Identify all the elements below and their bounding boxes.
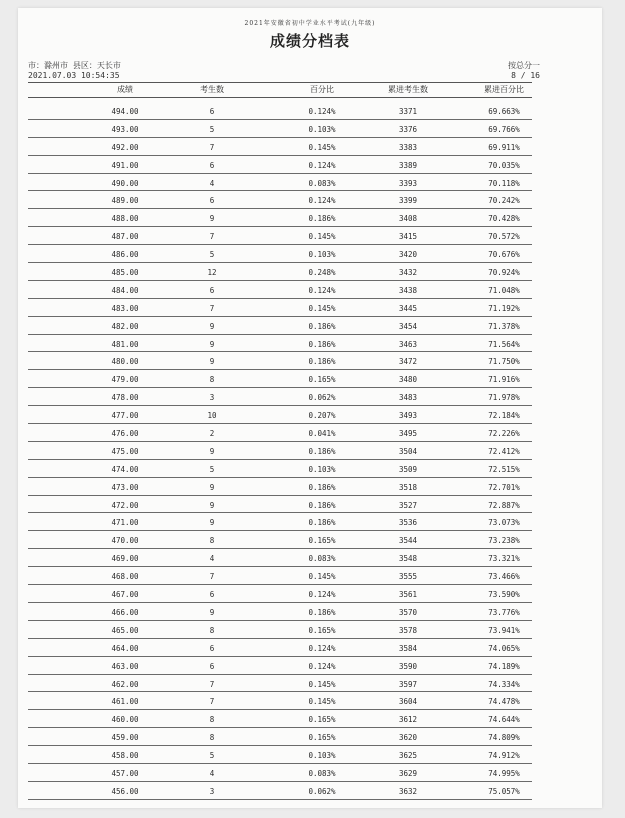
cell-score: 463.00 [111, 661, 139, 671]
cell-count: 8 [209, 625, 215, 635]
cell-cumulative-percent: 73.776% [488, 607, 520, 617]
sort-label: 按总分一 [508, 61, 540, 70]
cell-count: 4 [209, 178, 215, 188]
page-title: 成绩分档表 [269, 32, 350, 50]
cell-cumulative-count: 3472 [398, 357, 418, 367]
table-row [28, 531, 532, 549]
cell-cumulative-count: 3561 [398, 590, 418, 600]
cell-score: 461.00 [111, 697, 139, 707]
cell-percent: 0.145% [308, 572, 336, 582]
table-row [28, 335, 532, 353]
table-row [28, 710, 532, 728]
cell-count: 9 [209, 518, 215, 528]
cell-count: 9 [209, 607, 215, 617]
cell-count: 8 [209, 733, 215, 743]
header-percent: 百分比 [310, 85, 334, 94]
cell-cumulative-count: 3408 [398, 214, 418, 224]
cell-cumulative-count: 3555 [398, 572, 418, 582]
page-number: 8 / 16 [511, 71, 540, 80]
cell-count: 6 [209, 285, 215, 295]
table-row [28, 299, 532, 317]
cell-cumulative-percent: 72.887% [488, 500, 520, 510]
cell-cumulative-percent: 71.978% [488, 393, 520, 403]
cell-score: 492.00 [111, 142, 139, 152]
cell-cumulative-count: 3463 [398, 339, 418, 349]
table-row [28, 352, 532, 370]
cell-cumulative-count: 3483 [398, 393, 418, 403]
cell-cumulative-percent: 70.428% [488, 214, 520, 224]
cell-count: 6 [209, 643, 215, 653]
cell-cumulative-count: 3548 [398, 554, 418, 564]
cell-cumulative-percent: 71.564% [488, 339, 520, 349]
cell-cumulative-percent: 70.118% [488, 178, 520, 188]
cell-cumulative-count: 3438 [398, 285, 418, 295]
cell-percent: 0.207% [308, 411, 336, 421]
cell-cumulative-count: 3454 [398, 321, 418, 331]
cell-cumulative-percent: 70.242% [488, 196, 520, 206]
cell-cumulative-percent: 73.073% [488, 518, 520, 528]
table-row [28, 549, 532, 567]
cell-score: 490.00 [111, 178, 139, 188]
cell-percent: 0.165% [308, 375, 336, 385]
table-row [28, 317, 532, 335]
cell-cumulative-count: 3570 [398, 607, 418, 617]
cell-cumulative-count: 3399 [398, 196, 418, 206]
cell-cumulative-count: 3527 [398, 500, 418, 510]
cell-cumulative-count: 3597 [398, 679, 418, 689]
cell-percent: 0.124% [308, 196, 336, 206]
cell-percent: 0.145% [308, 697, 336, 707]
cell-cumulative-count: 3495 [398, 429, 418, 439]
header-cumulative-count: 累进考生数 [388, 85, 428, 94]
cell-count: 7 [209, 572, 215, 582]
cell-score: 470.00 [111, 536, 139, 546]
cell-score: 462.00 [111, 679, 139, 689]
cell-percent: 0.124% [308, 590, 336, 600]
table-row [28, 263, 532, 281]
cell-percent: 0.145% [308, 679, 336, 689]
cell-score: 474.00 [111, 464, 139, 474]
cell-cumulative-percent: 73.590% [488, 590, 520, 600]
cell-score: 487.00 [111, 232, 139, 242]
cell-percent: 0.186% [308, 339, 336, 349]
table-row [28, 585, 532, 603]
table-row [28, 567, 532, 585]
cell-count: 4 [209, 768, 215, 778]
table-row [28, 424, 532, 442]
region-label: 市：滁州市 县区：天长市 [28, 61, 121, 70]
cell-cumulative-count: 3612 [398, 715, 418, 725]
cell-score: 486.00 [111, 250, 139, 260]
timestamp: 2021.07.03 10:54:35 [28, 71, 120, 80]
cell-cumulative-count: 3629 [398, 768, 418, 778]
cell-cumulative-count: 3578 [398, 625, 418, 635]
cell-count: 6 [209, 196, 215, 206]
cell-percent: 0.186% [308, 607, 336, 617]
cell-cumulative-percent: 72.412% [488, 446, 520, 456]
cell-percent: 0.248% [308, 268, 336, 278]
cell-score: 467.00 [111, 590, 139, 600]
cell-cumulative-count: 3509 [398, 464, 418, 474]
cell-score: 484.00 [111, 285, 139, 295]
cell-cumulative-percent: 69.766% [488, 124, 520, 134]
cell-count: 8 [209, 715, 215, 725]
cell-cumulative-percent: 71.750% [488, 357, 520, 367]
table-row [28, 478, 532, 496]
cell-cumulative-count: 3504 [398, 446, 418, 456]
cell-percent: 0.103% [308, 124, 336, 134]
cell-count: 7 [209, 232, 215, 242]
cell-percent: 0.103% [308, 751, 336, 761]
cell-cumulative-percent: 71.916% [488, 375, 520, 385]
cell-cumulative-count: 3584 [398, 643, 418, 653]
table-row [28, 675, 532, 693]
header-score: 成绩 [117, 85, 133, 94]
cell-count: 8 [209, 536, 215, 546]
cell-percent: 0.165% [308, 733, 336, 743]
cell-score: 471.00 [111, 518, 139, 528]
cell-cumulative-count: 3493 [398, 411, 418, 421]
cell-cumulative-percent: 72.226% [488, 429, 520, 439]
cell-percent: 0.124% [308, 107, 336, 116]
header-count: 考生数 [200, 85, 224, 94]
table-row [28, 621, 532, 639]
table-row [28, 657, 532, 675]
cell-percent: 0.145% [308, 142, 336, 152]
cell-count: 3 [209, 786, 215, 796]
cell-count: 6 [209, 661, 215, 671]
cell-percent: 0.083% [308, 554, 336, 564]
cell-count: 3 [209, 393, 215, 403]
cell-percent: 0.124% [308, 661, 336, 671]
cell-cumulative-percent: 74.809% [488, 733, 520, 743]
cell-cumulative-count: 3625 [398, 751, 418, 761]
cell-cumulative-count: 3376 [398, 124, 418, 134]
cell-count: 9 [209, 321, 215, 331]
table-row [28, 281, 532, 299]
meta-right [508, 61, 540, 81]
cell-count: 9 [209, 446, 215, 456]
cell-cumulative-percent: 73.941% [488, 625, 520, 635]
cell-score: 456.00 [111, 786, 139, 796]
header-top-line [28, 82, 532, 83]
table-row [28, 764, 532, 782]
header-cumulative-percent: 累进百分比 [484, 85, 524, 94]
cell-cumulative-percent: 70.676% [488, 250, 520, 260]
cell-percent: 0.124% [308, 285, 336, 295]
cell-percent: 0.165% [308, 536, 336, 546]
cell-count: 5 [209, 124, 215, 134]
cell-score: 480.00 [111, 357, 139, 367]
cell-percent: 0.103% [308, 250, 336, 260]
cell-percent: 0.186% [308, 500, 336, 510]
cell-cumulative-count: 3432 [398, 268, 418, 278]
cell-cumulative-count: 3393 [398, 178, 418, 188]
cell-count: 6 [209, 107, 215, 116]
cell-score: 469.00 [111, 554, 139, 564]
cell-count: 9 [209, 339, 215, 349]
cell-percent: 0.186% [308, 321, 336, 331]
cell-percent: 0.083% [308, 178, 336, 188]
table-row [28, 728, 532, 746]
cell-percent: 0.124% [308, 160, 336, 170]
cell-score: 479.00 [111, 375, 139, 385]
cell-score: 478.00 [111, 393, 139, 403]
cell-percent: 0.145% [308, 232, 336, 242]
cell-score: 472.00 [111, 500, 139, 510]
table-row [28, 406, 532, 424]
cell-count: 8 [209, 375, 215, 385]
cell-cumulative-percent: 71.192% [488, 303, 520, 313]
cell-count: 9 [209, 357, 215, 367]
cell-score: 481.00 [111, 339, 139, 349]
cell-count: 5 [209, 751, 215, 761]
cell-cumulative-percent: 74.065% [488, 643, 520, 653]
cell-count: 2 [209, 429, 215, 439]
table-row [28, 603, 532, 621]
table-row [28, 156, 532, 174]
cell-count: 10 [207, 411, 217, 421]
cell-cumulative-count: 3420 [398, 250, 418, 260]
cell-score: 488.00 [111, 214, 139, 224]
cell-percent: 0.083% [308, 768, 336, 778]
cell-cumulative-count: 3536 [398, 518, 418, 528]
cell-cumulative-percent: 74.912% [488, 751, 520, 761]
table-row [28, 746, 532, 764]
cell-count: 5 [209, 464, 215, 474]
table-row [28, 692, 532, 710]
cell-cumulative-percent: 73.238% [488, 536, 520, 546]
table-row [28, 370, 532, 388]
cell-score: 466.00 [111, 607, 139, 617]
cell-cumulative-percent: 70.924% [488, 268, 520, 278]
cell-cumulative-percent: 74.644% [488, 715, 520, 725]
cell-cumulative-count: 3415 [398, 232, 418, 242]
table-row [28, 245, 532, 263]
cell-percent: 0.186% [308, 518, 336, 528]
document-page [18, 8, 602, 808]
cell-score: 482.00 [111, 321, 139, 331]
cell-score: 468.00 [111, 572, 139, 582]
cell-score: 459.00 [111, 733, 139, 743]
cell-count: 6 [209, 590, 215, 600]
cell-count: 9 [209, 482, 215, 492]
cell-cumulative-percent: 70.035% [488, 160, 520, 170]
cell-cumulative-percent: 73.466% [488, 572, 520, 582]
cell-cumulative-percent: 74.334% [488, 679, 520, 689]
cell-score: 473.00 [111, 482, 139, 492]
cell-cumulative-percent: 74.995% [488, 768, 520, 778]
cell-percent: 0.165% [308, 625, 336, 635]
cell-count: 7 [209, 679, 215, 689]
table-row [28, 209, 532, 227]
cell-cumulative-count: 3604 [398, 697, 418, 707]
cell-cumulative-percent: 71.378% [488, 321, 520, 331]
table-row [28, 442, 532, 460]
table-row [28, 460, 532, 478]
cell-cumulative-percent: 75.057% [488, 786, 520, 796]
cell-percent: 0.165% [308, 715, 336, 725]
cell-count: 7 [209, 697, 215, 707]
cell-score: 485.00 [111, 268, 139, 278]
cell-score: 493.00 [111, 124, 139, 134]
cell-count: 7 [209, 142, 215, 152]
cell-cumulative-percent: 69.911% [488, 142, 520, 152]
cell-percent: 0.186% [308, 446, 336, 456]
cell-cumulative-percent: 70.572% [488, 232, 520, 242]
cell-percent: 0.186% [308, 357, 336, 367]
cell-percent: 0.062% [308, 786, 336, 796]
cell-cumulative-count: 3590 [398, 661, 418, 671]
cell-percent: 0.041% [308, 429, 336, 439]
table-header [28, 84, 532, 96]
cell-score: 494.00 [111, 107, 139, 116]
cell-count: 4 [209, 554, 215, 564]
cell-cumulative-percent: 72.184% [488, 411, 520, 421]
table-row [28, 102, 532, 120]
cell-score: 476.00 [111, 429, 139, 439]
cell-count: 12 [207, 268, 217, 278]
cell-score: 489.00 [111, 196, 139, 206]
cell-cumulative-count: 3480 [398, 375, 418, 385]
cell-cumulative-percent: 72.515% [488, 464, 520, 474]
cell-count: 5 [209, 250, 215, 260]
table-row [28, 174, 532, 192]
cell-score: 483.00 [111, 303, 139, 313]
cell-count: 9 [209, 214, 215, 224]
table-row [28, 496, 532, 514]
cell-score: 465.00 [111, 625, 139, 635]
cell-percent: 0.103% [308, 464, 336, 474]
cell-cumulative-count: 3445 [398, 303, 418, 313]
cell-percent: 0.062% [308, 393, 336, 403]
table-row [28, 782, 532, 800]
cell-cumulative-count: 3544 [398, 536, 418, 546]
cell-score: 460.00 [111, 715, 139, 725]
table-row [28, 513, 532, 531]
cell-cumulative-percent: 71.048% [488, 285, 520, 295]
cell-score: 457.00 [111, 768, 139, 778]
cell-cumulative-count: 3518 [398, 482, 418, 492]
table-row [28, 138, 532, 156]
cell-score: 475.00 [111, 446, 139, 456]
cell-score: 464.00 [111, 643, 139, 653]
cell-cumulative-percent: 73.321% [488, 554, 520, 564]
table-row [28, 639, 532, 657]
cell-count: 9 [209, 500, 215, 510]
cell-score: 477.00 [111, 411, 139, 421]
cell-score: 458.00 [111, 751, 139, 761]
cell-cumulative-count: 3632 [398, 786, 418, 796]
cell-percent: 0.145% [308, 303, 336, 313]
cell-cumulative-count: 3383 [398, 142, 418, 152]
cell-score: 491.00 [111, 160, 139, 170]
table-row [28, 388, 532, 406]
table-row [28, 191, 532, 209]
cell-cumulative-percent: 74.478% [488, 697, 520, 707]
cell-cumulative-count: 3389 [398, 160, 418, 170]
table-row [28, 227, 532, 245]
cell-cumulative-count: 3371 [398, 107, 418, 116]
cell-count: 6 [209, 160, 215, 170]
cell-percent: 0.186% [308, 214, 336, 224]
table-row [28, 120, 532, 138]
exam-title: 2021年安徽省初中学业水平考试(九年级) [244, 20, 376, 27]
cell-percent: 0.124% [308, 643, 336, 653]
cell-cumulative-percent: 69.663% [488, 107, 520, 116]
table-body [28, 102, 532, 800]
cell-percent: 0.186% [308, 482, 336, 492]
cell-cumulative-count: 3620 [398, 733, 418, 743]
header-bottom-line [28, 97, 532, 98]
cell-cumulative-percent: 72.701% [488, 482, 520, 492]
cell-cumulative-percent: 74.189% [488, 661, 520, 671]
meta-left [28, 61, 121, 81]
cell-count: 7 [209, 303, 215, 313]
